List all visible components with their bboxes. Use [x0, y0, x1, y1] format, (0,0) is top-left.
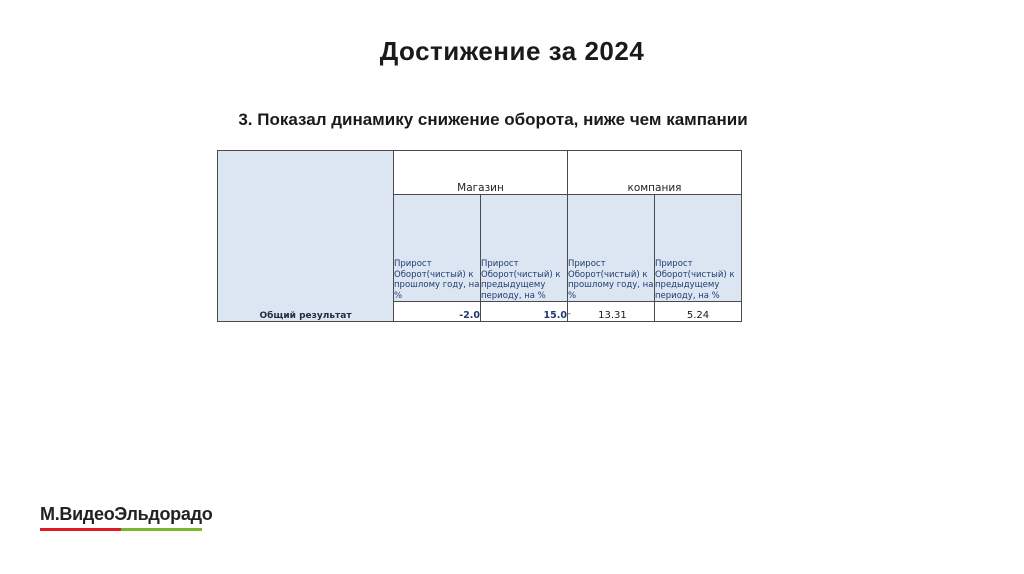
row-label-cell	[218, 151, 394, 322]
brand-logo	[40, 504, 212, 531]
value-company-pop: 5.24	[686, 310, 710, 321]
sub-header-store-yoy: Прирост Оборот(чистый) к прошлому году, на %	[394, 195, 481, 302]
slide-subtitle: 3. Показал динамику снижение оборота, ниже чем кампании	[238, 110, 748, 129]
value-company-yoy: 13.31	[598, 310, 627, 321]
sub-header-store-pop: Прирост Оборот(чистый) к предыдущему периоду, на %	[481, 195, 568, 302]
results-table	[217, 150, 742, 322]
logo-text: М.ВидеоЭльдорадо	[40, 504, 213, 524]
sub-header-company-pop: Прирост Оборот(чистый) к предыдущему периоду, на %	[655, 195, 742, 302]
logo-underline-green	[121, 528, 202, 531]
value-store-pop: 15.0	[481, 302, 568, 322]
value-company-yoy-cell	[568, 302, 655, 322]
group-header-label: Магазин	[457, 182, 504, 194]
row-label: Общий результат	[259, 311, 352, 321]
value-store-yoy: -2.0	[394, 302, 481, 322]
dash-mark: -	[568, 309, 571, 318]
group-header-label: компания	[627, 182, 682, 194]
group-header-store	[394, 151, 568, 195]
logo-underline	[40, 528, 202, 531]
logo-underline-red	[40, 528, 121, 531]
group-header-company	[568, 151, 742, 195]
table-row	[218, 151, 742, 195]
slide-title: Достижение за 2024	[379, 36, 645, 66]
value-company-pop-cell	[655, 302, 742, 322]
sub-header-company-yoy: Прирост Оборот(чистый) к прошлому году, на %	[568, 195, 655, 302]
